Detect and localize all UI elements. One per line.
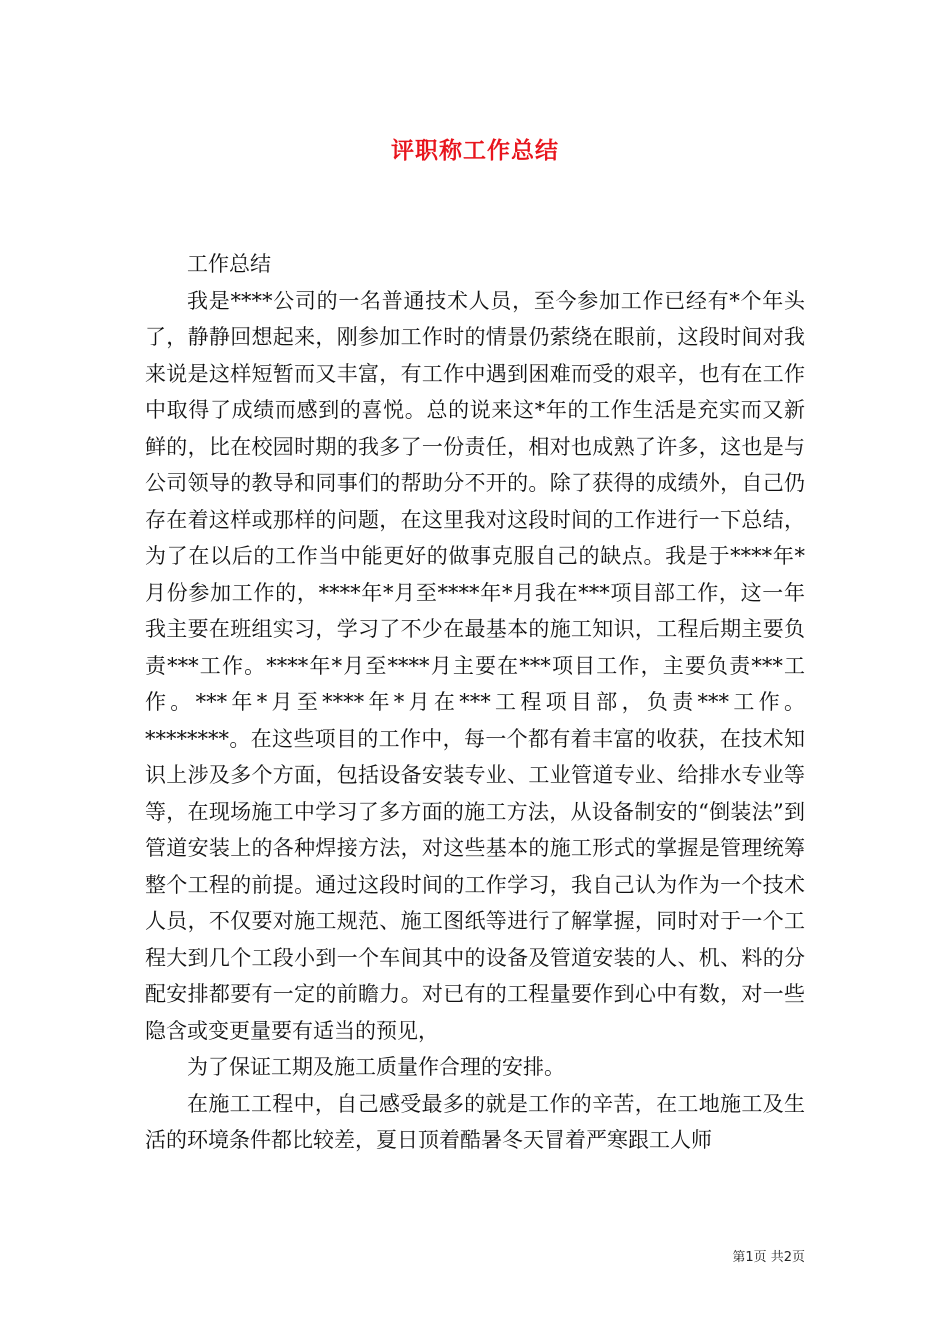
document-body — [145, 246, 805, 1159]
body-paragraph: 为了保证工期及施工质量作合理的安排。 — [187, 1055, 565, 1079]
section-heading: 工作总结 — [187, 252, 271, 276]
body-paragraph: 我是****公司的一名普通技术人员，至今参加工作已经有*个年头了，静静回想起来，刚参加工作时的情景仍萦绕在眼前，这段时间对我来说是这样短暂而又丰富，有工作中遇到困难而受的艰辛，也有在工作中取得了成绩而感到的喜悦。总的说来这*年的工作生活是充实而又新鲜的，比在校园时期的我多了一份责任，相对也成熟了许多，这也是与公司领导的教导和同事们的帮助分不开的。除了获得的成绩外，自己仍存在着这样或那样的问题，在这里我对这段时间的工作进行一下总结，为了在以后的工作当中能更好的做事克服自己的缺点。我是于****年*月份参加工作的，****年*月至****年*月我在***项目部工作，这一年我主要在班组实习，学习了不少在最基本的施工知识，工程后期主要负责***工作。****年*月至****月主要在***项目工作，主要负责***工作。***年*月至****年*月在***工程项目部，负责***工作。********。在这些项目的工作中，每一个都有着丰富的收获，在技术知识上涉及多个方面，包括设备安装专业、工业管道专业、给排水专业等等，在现场施工中学习了多方面的施工方法，从设备制安的“倒装法”到管道安装上的各种焊接方法，对这些基本的施工形式的掌握是管理统筹整个工程的前提。通过这段时间的工作学习，我自己认为作为一个技术人员，不仅要对施工规范、施工图纸等进行了解掌握，同时对于一个工程大到几个工段小到一个车间其中的设备及管道安装的人、机、料的分配安排都要有一定的前瞻力。对已有的工程量要作到心中有数，对一些隐含或变更量要有适当的预见， — [145, 288, 805, 1043]
page-number: 第1页 共2页 — [732, 1250, 805, 1265]
body-paragraph: 在施工工程中，自己感受最多的就是工作的辛苦，在工地施工及生活的环境条件都比较差，夏日顶着酷暑冬天冒着严寒跟工人师 — [145, 1091, 805, 1152]
document-title: 评职称工作总结 — [391, 137, 559, 164]
